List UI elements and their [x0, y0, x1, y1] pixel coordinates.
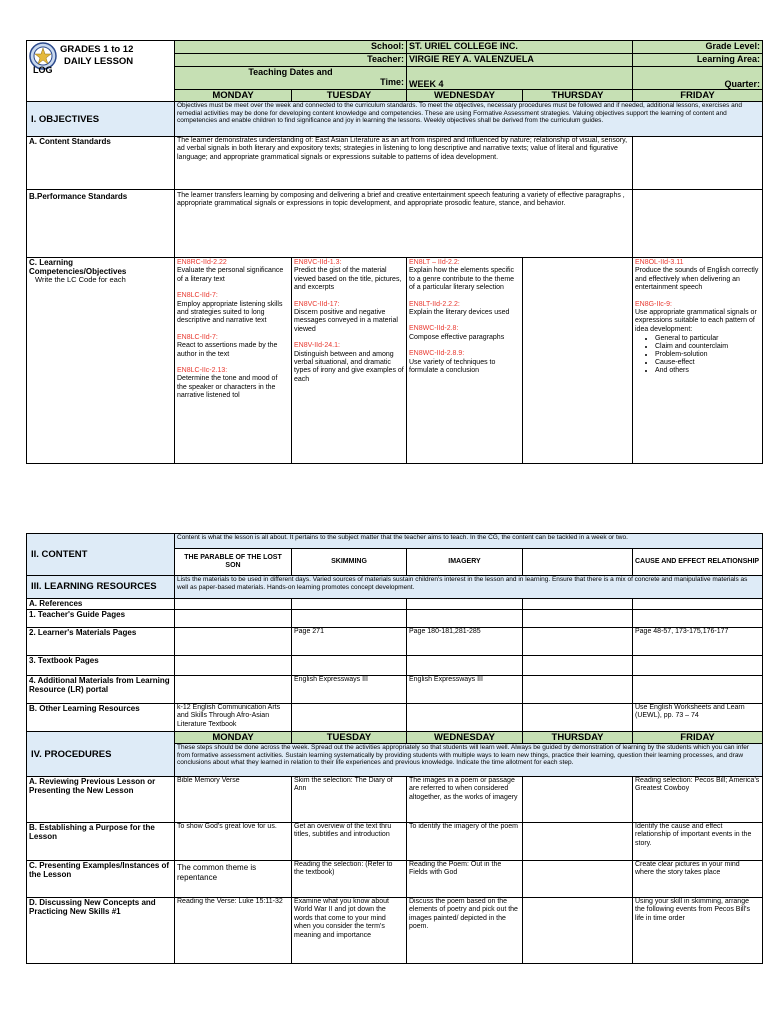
- purpose-monday: To show God's great love for us.: [175, 823, 292, 861]
- day-monday: MONDAY: [175, 732, 292, 744]
- performance-standards-label: B.Performance Standards: [27, 190, 175, 258]
- content-note: Content is what the lesson is all about. It pertains to the subject matter that the teacher aims to teach. In the CG, the content can be tackled in a week or two.: [175, 534, 763, 549]
- empty-cell: [523, 676, 633, 704]
- resources-heading: III. LEARNING RESOURCES: [27, 576, 175, 599]
- other-resources-label: B. Other Learning Resources: [27, 704, 175, 732]
- dll-title-line3: LOG: [33, 65, 53, 75]
- presenting-monday: The common theme is repentance: [175, 861, 292, 898]
- learners-materials-tuesday: Page 271: [292, 628, 407, 656]
- discussing-concepts-label: D. Discussing New Concepts and Practicing New Skills #1: [27, 898, 175, 964]
- presenting-tuesday: Reading the selection: (Refer to the textbook): [292, 861, 407, 898]
- empty-cell: [292, 704, 407, 732]
- grade-label: Grade Level:: [633, 41, 763, 54]
- dll-table-objectives: [26, 40, 763, 464]
- empty-cell: [175, 610, 292, 628]
- references-label: A. References: [27, 599, 175, 610]
- empty-cell: [523, 656, 633, 676]
- reviewing-wednesday: The images in a poem or passage are referred to when considered altogether, as the works of imagery: [407, 777, 523, 823]
- dll-title-line1: GRADES 1 to 12: [60, 44, 134, 55]
- competencies-label: C. Learning Competencies/Objectives Write the LC Code for each: [27, 258, 175, 464]
- additional-materials-label: 4. Additional Materials from Learning Resource (LR) portal: [27, 676, 175, 704]
- content-wednesday: IMAGERY: [407, 549, 523, 576]
- performance-standards-text: The learner transfers learning by composing and delivering a brief and creative entertainment speech featuring a variety of effective paragraphs , appropriate grammatical signals or expressions in topic development, and appropriate prosodic feature, stance, and behavior.: [175, 190, 633, 258]
- list-item: • Problem-solution: [655, 351, 760, 359]
- empty-cell: [523, 777, 633, 823]
- empty-cell: [523, 823, 633, 861]
- school-value: ST. URIEL COLLEGE INC.: [407, 41, 633, 54]
- empty-cell: [407, 610, 523, 628]
- content-standards-text: The learner demonstrates understanding of: East Asian Literature as an art from inspired and influenced by nature; relationship of visual, sensory, ad verbal signals in both literary and expository texts; strategies in listening to long descriptive and narrative texts; value of literal and figurative language; and appropriate grammatical signals or expressions suitable to patterns of idea development.: [175, 137, 633, 190]
- dates-label: Teaching Dates and Time:: [175, 67, 407, 90]
- textbook-pages-label: 3. Textbook Pages: [27, 656, 175, 676]
- day-thursday: THURSDAY: [523, 732, 633, 744]
- empty-cell: [292, 599, 407, 610]
- discussing-friday: Using your skill in skimming, arrange the following events from Pecos Bill's life in time order: [633, 898, 763, 964]
- empty-cell: [523, 599, 633, 610]
- learners-materials-wednesday: Page 180-181,281-285: [407, 628, 523, 656]
- day-friday: FRIDAY: [633, 90, 763, 102]
- content-standards-friday: [633, 137, 763, 190]
- presenting-examples-label: C. Presenting Examples/Instances of the Lesson: [27, 861, 175, 898]
- purpose-wednesday: To identify the imagery of the poem: [407, 823, 523, 861]
- day-wednesday: WEDNESDAY: [407, 90, 523, 102]
- empty-cell: [633, 656, 763, 676]
- day-thursday: THURSDAY: [523, 90, 633, 102]
- empty-cell: [407, 704, 523, 732]
- empty-cell: [292, 610, 407, 628]
- empty-cell: [175, 656, 292, 676]
- additional-materials-tuesday: English Expressways III: [292, 676, 407, 704]
- content-friday: CAUSE AND EFFECT RELATIONSHIP: [633, 549, 763, 576]
- discussing-wednesday: Discuss the poem based on the elements of poetry and pick out the images painted/ depicted in the poem.: [407, 898, 523, 964]
- learners-materials-friday: Page 48-57, 173-175,176-177: [633, 628, 763, 656]
- resources-note: Lists the materials to be used in different days. Varied sources of materials sustain children's interest in the lesson and in learning. Ensure that there is a mix of concrete and manipulative materials as well as paper-based materials. Hands-on learning promotes concept development.: [175, 576, 763, 599]
- procedures-note: These steps should be done across the week. Spread out the activities appropriately so that students will learn well. Always be guided by demonstration of learning by the students which you can infer from formative assessment activities. Sustain learning systematically by providing students with multiple ways to learn new things, practice their learning, question their learning processes, and draw conclusions about what they learned in relation to their life experiences and previous knowledge. Indicate the time allotment for each step.: [175, 744, 763, 777]
- content-standards-label: A. Content Standards: [27, 137, 175, 190]
- dll-table-procedures: [26, 533, 763, 964]
- objectives-heading: I. OBJECTIVES: [27, 102, 175, 137]
- teacher-value: VIRGIE REY A. VALENZUELA: [407, 54, 633, 67]
- learners-materials-label: 2. Learner's Materials Pages: [27, 628, 175, 656]
- idea-patterns-list: [635, 335, 760, 375]
- competencies-monday: EN8RC-IId-2.22 Evaluate the personal significance of a literary text EN8LC-IId-7: Employ appropriate listening skills and strategies suited to long descriptive and narrative text EN8LC-IId-7: React to assertions made by the author in the text EN8LC-IIc-2.13: Determine the tone and mood of the speaker or characters in the narrative listened tol: [175, 258, 292, 464]
- empty-cell: [523, 610, 633, 628]
- discussing-monday: Reading the Verse: Luke 15:11-32: [175, 898, 292, 964]
- dll-title-cell: [27, 41, 175, 102]
- list-item: • And others: [655, 367, 760, 375]
- reviewing-tuesday: Skim the selection: The Diary of Ann: [292, 777, 407, 823]
- empty-cell: [523, 898, 633, 964]
- competencies-thursday: [523, 258, 633, 464]
- dates-value: WEEK 4: [407, 67, 633, 90]
- content-monday: THE PARABLE OF THE LOST SON: [175, 549, 292, 576]
- area-label: Learning Area:: [633, 54, 763, 67]
- performance-standards-friday: [633, 190, 763, 258]
- empty-cell: [175, 599, 292, 610]
- reviewing-friday: Reading selection: Pecos Bill; America's Greatest Cowboy: [633, 777, 763, 823]
- empty-cell: [407, 656, 523, 676]
- empty-cell: [633, 599, 763, 610]
- day-wednesday: WEDNESDAY: [407, 732, 523, 744]
- list-item: • General to particular: [655, 335, 760, 343]
- content-tuesday: SKIMMING: [292, 549, 407, 576]
- quarter-label: Quarter:: [633, 67, 763, 90]
- competencies-wednesday: EN8LT – IId-2.2: Explain how the elements specific to a genre contribute to the theme of a particular literary selection EN8LT-IId-2.2.2: Explain the literary devices used EN8WC-IId-2.8: Compose effective paragraphs EN8WC-IId-2.8.9: Use variety of techniques to formulate a conclusion: [407, 258, 523, 464]
- empty-cell: [407, 599, 523, 610]
- other-resources-monday: k-12 English Communication Arts and Skills Through Afro-Asian Literature Textbook: [175, 704, 292, 732]
- day-friday: FRIDAY: [633, 732, 763, 744]
- reviewing-lesson-label: A. Reviewing Previous Lesson or Presenting the New Lesson: [27, 777, 175, 823]
- procedures-heading: IV. PROCEDURES: [27, 732, 175, 777]
- empty-cell: [633, 676, 763, 704]
- empty-cell: [175, 628, 292, 656]
- empty-cell: [292, 656, 407, 676]
- empty-cell: [175, 676, 292, 704]
- purpose-tuesday: Get an overview of the text thru titles, subtitles and introduction: [292, 823, 407, 861]
- day-tuesday: TUESDAY: [292, 732, 407, 744]
- empty-cell: [523, 628, 633, 656]
- purpose-label: B. Establishing a Purpose for the Lesson: [27, 823, 175, 861]
- empty-cell: [633, 610, 763, 628]
- dll-title-line2: DAILY LESSON: [64, 56, 134, 67]
- school-label: School:: [175, 41, 407, 54]
- list-item: • Claim and counterclaim: [655, 343, 760, 351]
- content-thursday: [523, 549, 633, 576]
- presenting-friday: Create clear pictures in your mind where the story takes place: [633, 861, 763, 898]
- content-heading: II. CONTENT: [27, 534, 175, 576]
- empty-cell: [523, 704, 633, 732]
- teachers-guide-label: 1. Teacher's Guide Pages: [27, 610, 175, 628]
- objectives-note: Objectives must be meet over the week and connected to the curriculum standards. To meet the objectives, necessary procedures must be followed and if needed, additional lessons, exercises and remedial activities may be done for developing content knowledge and competencies. These are using Formative Assessment strategies. Valuing objectives support the learning of content and competencies and enable children to find significance and joy in learning the lessons. Weekly objectives shall be derived from the curriculum guides.: [175, 102, 763, 137]
- discussing-tuesday: Examine what you know about World War II and jot down the words that come to your mind when you consider the term's meaning and importance: [292, 898, 407, 964]
- reviewing-monday: Bible Memory Verse: [175, 777, 292, 823]
- additional-materials-wednesday: English Expressways III: [407, 676, 523, 704]
- presenting-wednesday: Reading the Poem: Out in the Fields with God: [407, 861, 523, 898]
- day-monday: MONDAY: [175, 90, 292, 102]
- purpose-friday: Identify the cause and effect relationship of important events in the story.: [633, 823, 763, 861]
- list-item: • Cause-effect: [655, 359, 760, 367]
- day-tuesday: TUESDAY: [292, 90, 407, 102]
- competencies-friday: EN8OL-IId-3.11 Produce the sounds of English correctly and effectively when delivering an entertainment speech EN8G-IIc-9: Use appropriate grammatical signals or expressions suitable to each pattern of idea development: • General to particular • Claim and counterclaim • Problem-solution • Cause-effect • And others: [633, 258, 763, 464]
- competencies-tuesday: EN8VC-IId-1.3: Predict the gist of the material viewed based on the title, pictures, and excerpts EN8VC-IId-17: Discern positive and negative messages conveyed in a material viewed EN8V-IId-24.1: Distinguish between and among verbal situational, and dramatic types of irony and give examples of each: [292, 258, 407, 464]
- empty-cell: [523, 861, 633, 898]
- teacher-label: Teacher:: [175, 54, 407, 67]
- other-resources-friday: Use English Worksheets and Learn (UEWL), pp. 73 – 74: [633, 704, 763, 732]
